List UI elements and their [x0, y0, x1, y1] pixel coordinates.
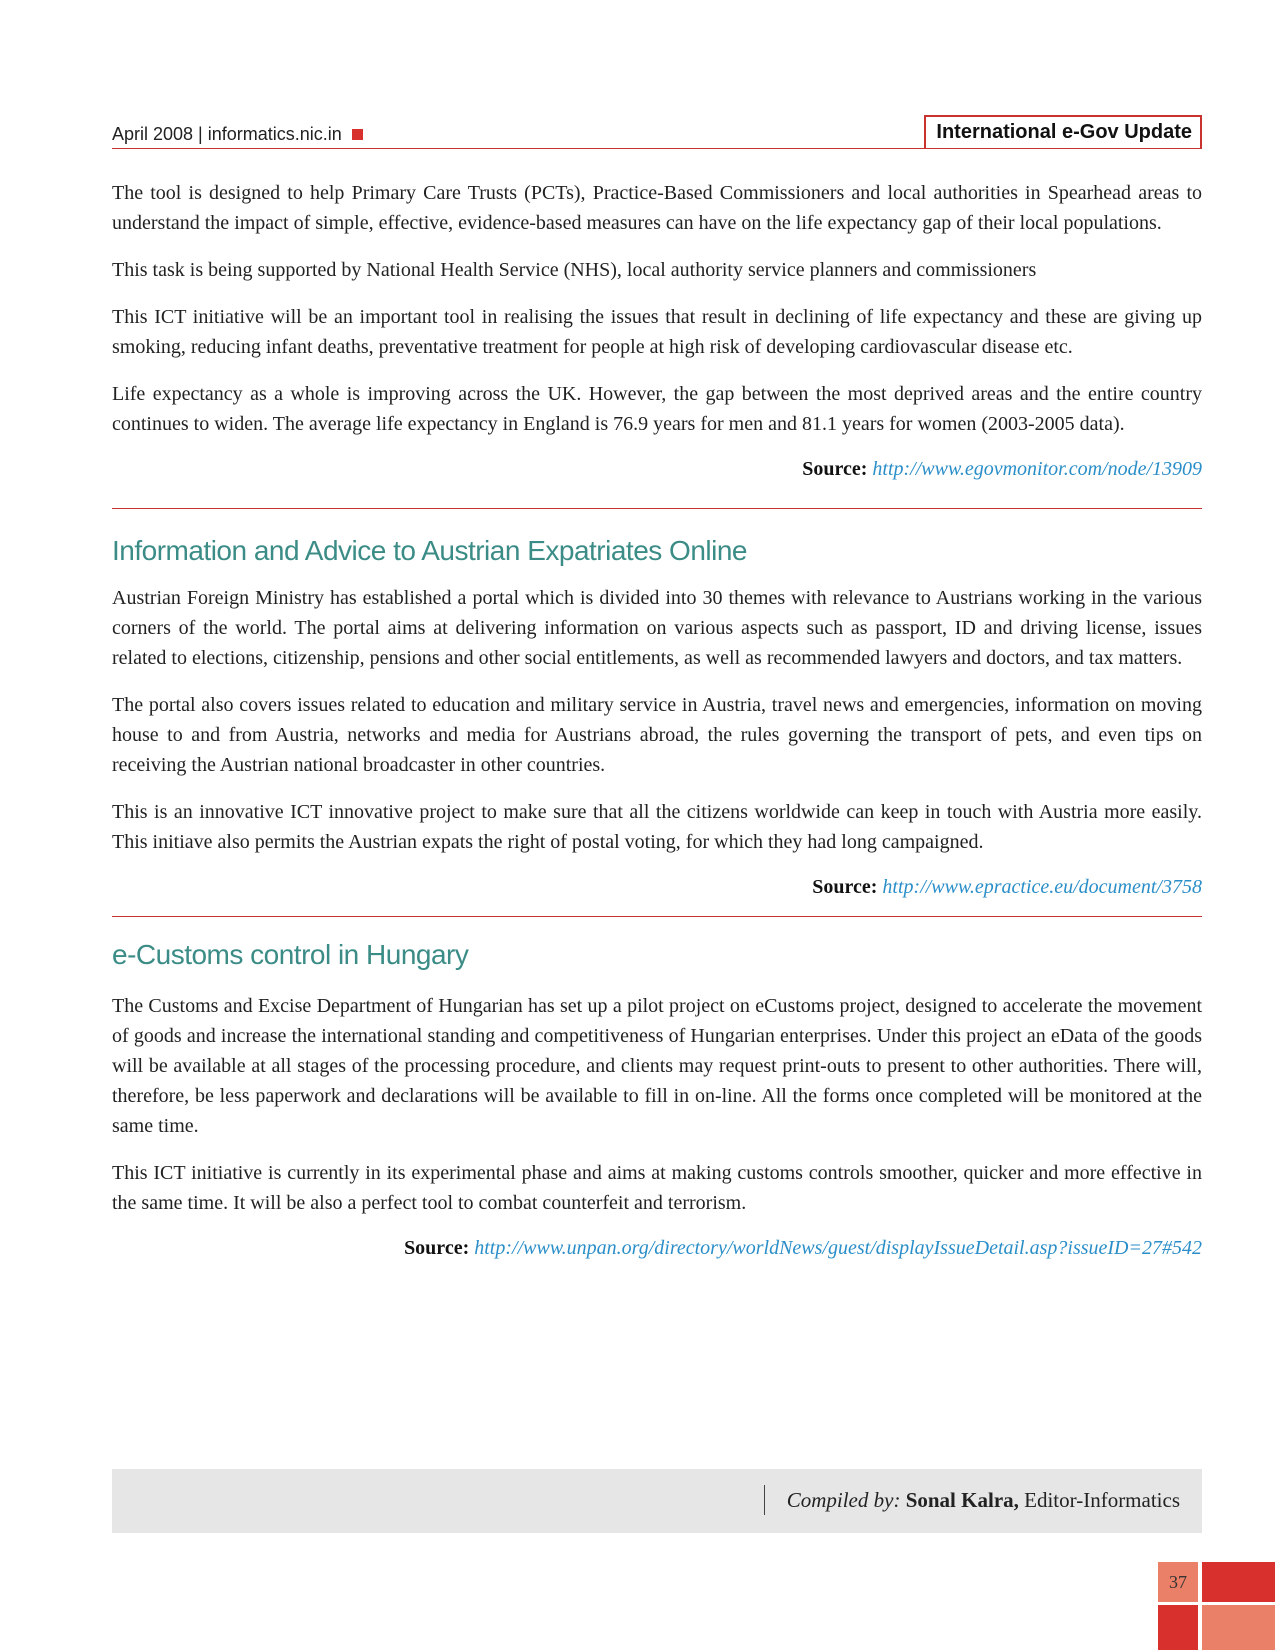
source-label: Source:: [812, 876, 878, 898]
intro-paragraph: This ICT initiative will be an important tool in realising the issues that result in declining of life expectancy and these are giving up smoking, reducing infant deaths, preventative treatment for people at high risk of developing cardiovascular disease etc.: [112, 306, 1202, 358]
intro-paragraph: This task is being supported by National Health Service (NHS), local authority service planners and commissioners: [112, 259, 1037, 281]
page-header: [112, 110, 1202, 149]
corner-block-dark: [1158, 1605, 1198, 1650]
section-title-austria: Information and Advice to Austrian Expatriates Online: [112, 535, 747, 566]
hungary-paragraph: The Customs and Excise Department of Hungarian has set up a pilot project on eCustoms project, designed to accelerate the movement of goods and increase the international standing and competitiveness of Hungarian enterprises. Under this project an eData of the goods will be available at all stages of the processing procedure, and clients may request print-outs to present to other authorities. There will, therefore, be less paperwork and declarations will be available to fill in on-line. All the forms once completed will be monitored at the same time.: [112, 995, 1202, 1137]
section-divider: [112, 916, 1202, 917]
compiled-name: Sonal Kalra,: [905, 1488, 1019, 1512]
section-title-hungary: e-Customs control in Hungary: [112, 939, 469, 970]
source-label: Source:: [802, 458, 868, 480]
source-link[interactable]: http://www.unpan.org/directory/worldNews/guest/displayIssueDetail.asp?issueID=27#542: [474, 1237, 1202, 1259]
corner-block-light: [1202, 1605, 1275, 1650]
header-date-site: April 2008 | informatics.nic.in: [112, 124, 363, 145]
hungary-source: [112, 1233, 1202, 1263]
austria-paragraph: This is an innovative ICT innovative project to make sure that all the citizens worldwide can keep in touch with Austria more easily. This initiave also permits the Austrian expats the right of postal voting, for which they had long campaigned.: [112, 801, 1202, 853]
compiled-label: Compiled by:: [786, 1488, 901, 1512]
intro-paragraph: Life expectancy as a whole is improving across the UK. However, the gap between the most deprived areas and the entire country continues to widen. The average life expectancy in England is 76.9 years for men and 81.1 years for women (2003-2005 data).: [112, 383, 1202, 435]
corner-block-red: [1202, 1562, 1275, 1602]
compiled-by-credit: [764, 1485, 1180, 1515]
page-number: 37: [1158, 1562, 1198, 1602]
article-content: [112, 178, 1202, 1263]
hungary-paragraph: This ICT initiative is currently in its experimental phase and aims at making customs controls smoother, quicker and more effective in the same time. It will be also a perfect tool to combat counterfeit and terrorism.: [112, 1162, 1202, 1214]
section-divider: [112, 508, 1202, 509]
source-label: Source:: [404, 1237, 470, 1259]
compiled-by-box: [112, 1469, 1202, 1533]
austria-source: [112, 872, 1202, 902]
source-link[interactable]: http://www.epractice.eu/document/3758: [882, 876, 1202, 898]
intro-source: [112, 454, 1202, 484]
red-square-icon: [352, 129, 363, 140]
source-link[interactable]: http://www.egovmonitor.com/node/13909: [872, 458, 1202, 480]
austria-paragraph: Austrian Foreign Ministry has established a portal which is divided into 30 themes with relevance to Austrians working in the various corners of the world. The portal aims at delivering information on various aspects such as passport, ID and driving license, issues related to elections, citizenship, pensions and other social entitlements, as well as recommended lawyers and doctors, and tax matters.: [112, 587, 1202, 669]
austria-paragraph: The portal also covers issues related to education and military service in Austria, travel news and emergencies, information on moving house to and from Austria, networks and media for Austrians abroad, the rules governing the transport of pets, and even tips on receiving the Austrian national broadcaster in other countries.: [112, 694, 1202, 776]
header-publication-title: International e-Gov Update: [924, 115, 1202, 149]
intro-paragraph: The tool is designed to help Primary Care Trusts (PCTs), Practice-Based Commissioners and local authorities in Spearhead areas to understand the impact of simple, effective, evidence-based measures can have on the life expectancy gap of their local populations.: [112, 182, 1202, 234]
compiled-role: Editor-Informatics: [1024, 1488, 1180, 1512]
